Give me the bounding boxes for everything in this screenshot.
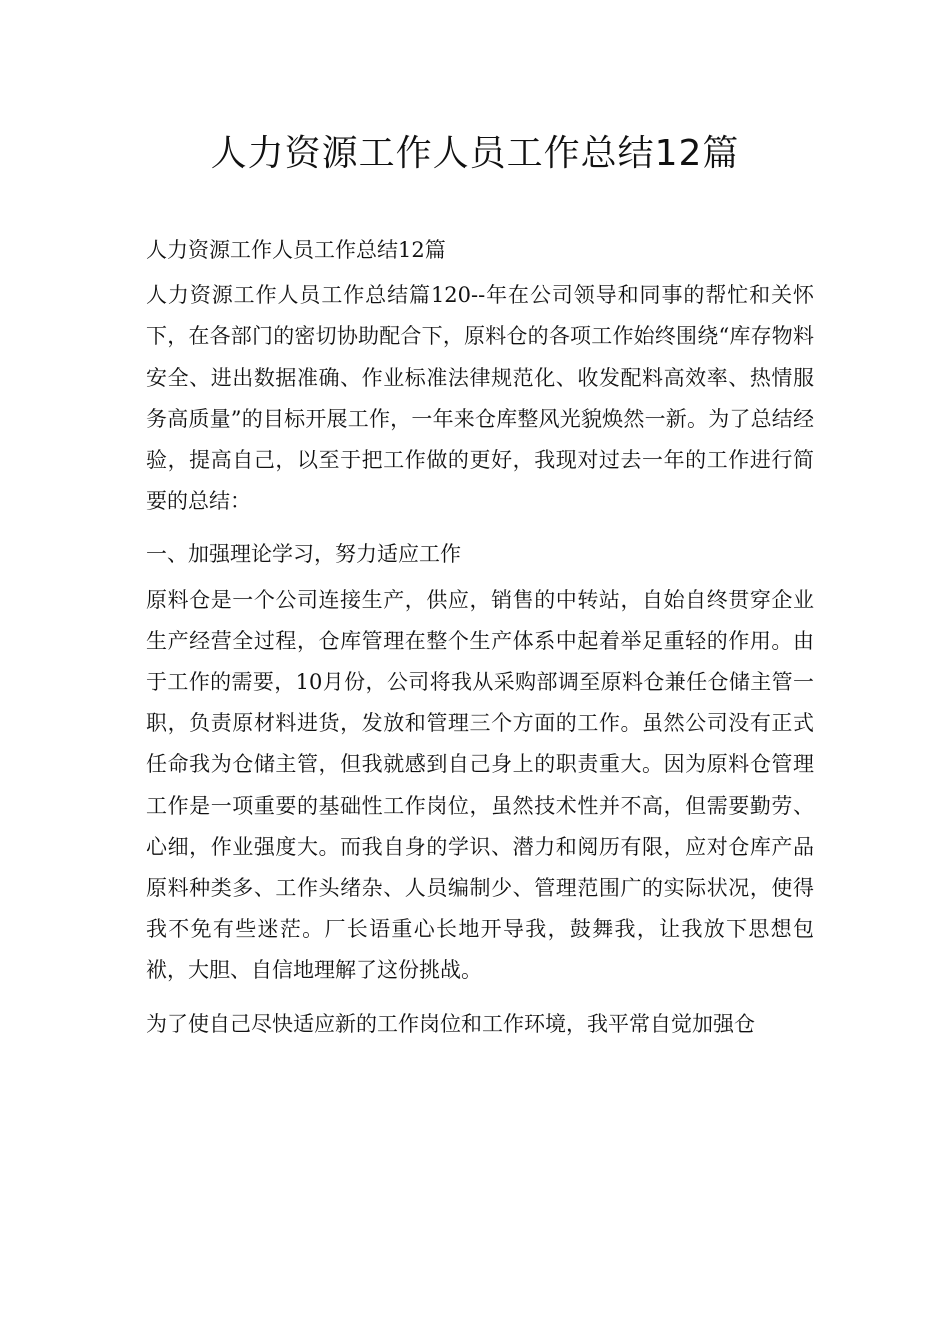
paragraph-subtitle: 人力资源工作人员工作总结12篇 (146, 238, 446, 262)
paragraph-intro: 人力资源工作人员工作总结篇120--年在公司领导和同事的帮忙和关怀下，在各部门的密切协助配合下，原料仓的各项工作始终围绕“库存物料安全、进出数据准确、作业标准法律规范化、收发配料高效率、热情服务高质量”的目标开展工作，一年来仓库整风光貌焕然一新。为了总结经验，提高自己，以至于把工作做的更好，我现对过去一年的工作进行简要的总结： (146, 283, 814, 514)
document-body (146, 230, 814, 1057)
section-heading: 一、加强理论学习，努力适应工作 (146, 542, 461, 567)
document-title: 人力资源工作人员工作总结12篇 (210, 133, 740, 174)
paragraph-body: 原料仓是一个公司连接生产，供应，销售的中转站，自始自终贯穿企业生产经营全过程，仓库管理在整个生产体系中起着举足重轻的作用。由于工作的需要，10月份，公司将我从采购部调至原料仓兼任仓储主管一职，负责原材料进货，发放和管理三个方面的工作。虽然公司没有正式任命我为仓储主管，但我就感到自己身上的职责重大。因为原料仓管理工作是一项重要的基础性工作岗位，虽然技术性并不高，但需要勤劳、心细，作业强度大。而我自身的学识、潜力和阅历有限，应对仓库产品原料种类多、工作头绪杂、人员编制少、管理范围广的实际状况，使得我不免有些迷茫。厂长语重心长地开导我，鼓舞我，让我放下思想包袱，大胆、自信地理解了这份挑战。 (146, 587, 814, 983)
paragraph-continued: 为了使自己尽快适应新的工作岗位和工作环境，我平常自觉加强仓 (146, 1011, 755, 1036)
